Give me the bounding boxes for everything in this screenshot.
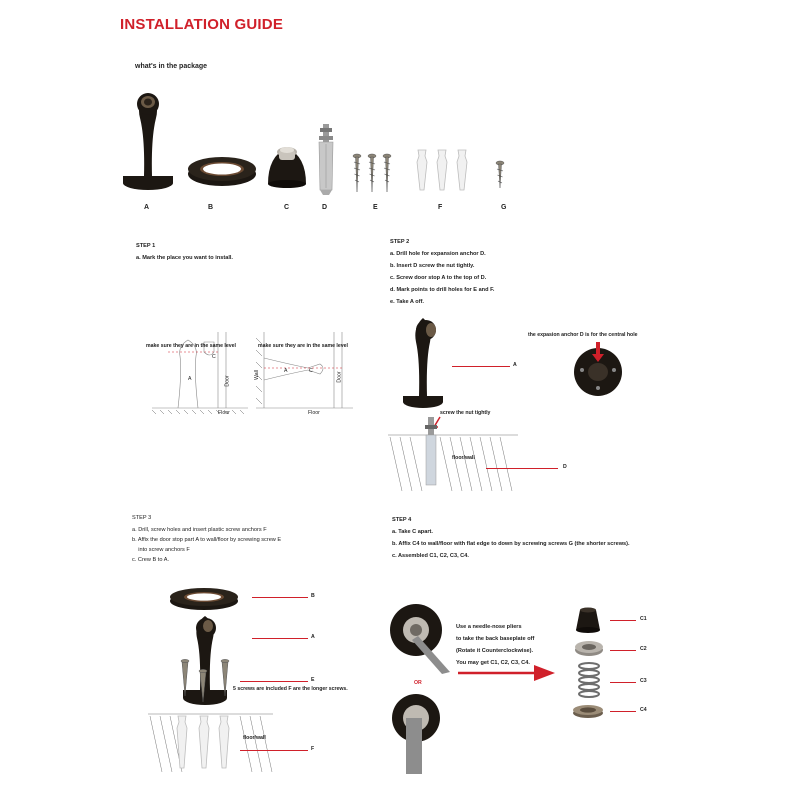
step1-label-a-right: A bbox=[284, 368, 288, 374]
step3-label-b: B bbox=[311, 593, 315, 599]
step2-label-d: D bbox=[563, 464, 567, 470]
step4-pliers-line-4: You may get C1, C2, C3, C4. bbox=[456, 660, 530, 666]
step4-or: OR bbox=[414, 680, 422, 686]
step2-leader-d bbox=[486, 468, 558, 469]
part-d-image bbox=[314, 124, 338, 196]
part-c3-spring-image bbox=[574, 662, 604, 702]
package-heading: what's in the package bbox=[135, 63, 208, 70]
step3-wall-diagram bbox=[148, 708, 278, 774]
step1-note-left: make sure they are in the same level bbox=[146, 343, 236, 349]
step4-pliers-line-3: (Rotate it Counterclockwise). bbox=[456, 648, 534, 654]
step2-line-e: e. Take A off. bbox=[390, 299, 424, 305]
part-d-label: D bbox=[322, 204, 328, 211]
step1-floor-left: Floor bbox=[218, 410, 230, 416]
part-c-image bbox=[262, 138, 312, 190]
step1-door-right: Door bbox=[336, 371, 343, 383]
part-b-image bbox=[186, 150, 258, 190]
step3-screws-note: 5 screws are included F are the longer screws. bbox=[233, 686, 348, 692]
step1-line-a: a. Mark the place you want to install. bbox=[136, 255, 233, 261]
part-c3-label: C3 bbox=[640, 678, 647, 684]
part-c1-label: C1 bbox=[640, 616, 647, 622]
part-c1-image bbox=[570, 604, 606, 634]
part-f-image bbox=[412, 148, 474, 192]
step4-title: STEP 4 bbox=[392, 517, 412, 523]
step2-nut-note: screw the nut tightly bbox=[440, 410, 491, 416]
step3-line-b: b. Affix the door stop part A to wall/floor by screwing screw E bbox=[132, 537, 282, 543]
step1-label-c-left: C bbox=[212, 354, 216, 360]
step4-line-a: a. Take C apart. bbox=[392, 529, 433, 535]
step2-title: STEP 2 bbox=[390, 239, 410, 245]
leader-c1 bbox=[610, 620, 636, 621]
step4-pliers-top-image bbox=[388, 600, 452, 674]
step2-leader-a bbox=[452, 366, 510, 367]
step4-line-b: b. Affix C4 to wall/floor with flat edge to down by screwing screws G (the shorter screws). bbox=[392, 541, 630, 547]
part-f-label: F bbox=[438, 204, 443, 211]
leader-c2 bbox=[610, 650, 636, 651]
step4-pliers-line-2: to take the back baseplate off bbox=[456, 636, 535, 642]
part-c2-image bbox=[572, 638, 606, 658]
step2-doorstop-image bbox=[398, 312, 448, 412]
part-b-label: B bbox=[208, 204, 214, 211]
step3-title: STEP 3 bbox=[132, 515, 152, 521]
page-title: INSTALLATION GUIDE bbox=[120, 16, 284, 33]
step2-anchor-note: the expasion anchor D is for the central hole bbox=[528, 332, 638, 338]
step3-leader-e bbox=[240, 681, 308, 682]
step2-line-b: b. Insert D screw the nut tightly. bbox=[390, 263, 475, 269]
part-c-label: C bbox=[284, 204, 290, 211]
step3-line-c: c. Crew B to A. bbox=[132, 557, 169, 563]
part-c4-image bbox=[570, 702, 606, 720]
step3-leader-b bbox=[252, 597, 308, 598]
step3-leader-a bbox=[252, 638, 308, 639]
step1-note-right: make sure they are in the same level bbox=[258, 343, 348, 349]
part-g-label: G bbox=[501, 204, 507, 211]
step3-label-f: F bbox=[311, 746, 315, 752]
red-arrow-icon bbox=[458, 664, 556, 682]
step2-label-a: A bbox=[513, 362, 517, 368]
step3-line-a: a. Drill, screw holes and insert plastic screw anchors F bbox=[132, 527, 267, 533]
step2-base-image bbox=[568, 340, 628, 400]
step4-line-c: c. Assembled C1, C2, C3, C4. bbox=[392, 553, 469, 559]
leader-c4 bbox=[610, 711, 636, 712]
step3-label-a: A bbox=[311, 634, 315, 640]
step2-line-d: d. Mark points to drill holes for E and F. bbox=[390, 287, 495, 293]
part-a-label: A bbox=[144, 204, 150, 211]
part-c2-label: C2 bbox=[640, 646, 647, 652]
part-a-image bbox=[118, 88, 178, 193]
part-e-label: E bbox=[373, 204, 378, 211]
step4-pliers-line-1: Use a needle-nose pliers bbox=[456, 624, 522, 630]
step1-label-a-left: A bbox=[188, 376, 192, 382]
step3-assembly-image bbox=[170, 610, 240, 710]
step3-line-b2: into screw anchors F bbox=[132, 547, 190, 553]
step3-ring-image bbox=[168, 586, 240, 612]
step1-floor-right: Floor bbox=[308, 410, 320, 416]
step4-pliers-bottom-image bbox=[388, 692, 452, 776]
step1-label-c-right: C bbox=[309, 368, 313, 374]
step3-floor-wall: floor/wall bbox=[243, 735, 266, 741]
step1-title: STEP 1 bbox=[136, 243, 156, 249]
step2-line-a: a. Drill hole for expansion anchor D. bbox=[390, 251, 486, 257]
step2-anchor-diagram bbox=[388, 415, 528, 493]
part-c4-label: C4 bbox=[640, 707, 647, 713]
part-g-image bbox=[490, 160, 510, 190]
leader-c3 bbox=[610, 682, 636, 683]
step3-leader-f bbox=[240, 750, 308, 751]
step2-floor-wall: floor/wall bbox=[452, 455, 475, 461]
step1-door-left: Door bbox=[224, 375, 231, 387]
step1-wall-right: Wall bbox=[253, 370, 260, 380]
step2-line-c: c. Screw door stop A to the top of D. bbox=[390, 275, 487, 281]
part-e-image bbox=[350, 152, 396, 194]
step3-label-e: E bbox=[311, 677, 315, 683]
